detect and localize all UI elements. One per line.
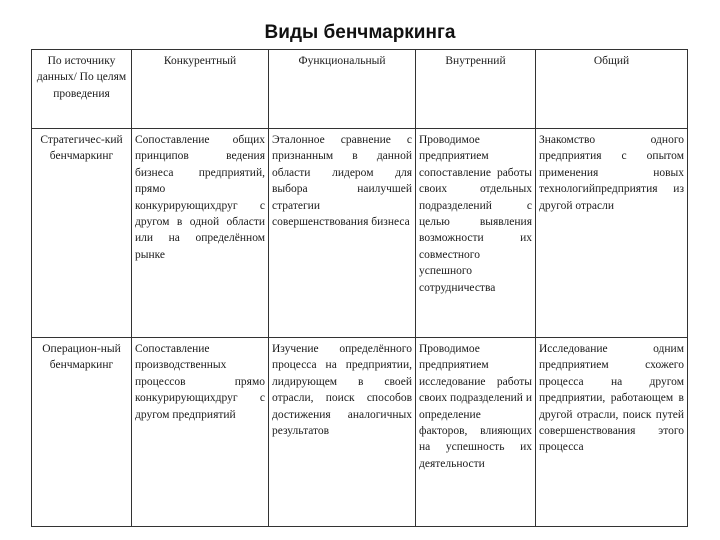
table-cell: Проводимое предприятием исследование работы своих подразделений и определение факторов, влияющих на успешность их деятельности	[416, 338, 536, 527]
table-cell: Исследование одним предприятием схожего процесса на другом предприятии, работающем в другой отрасли, поиск путей совершенствования этого процесса	[536, 338, 688, 527]
table-cell: Эталонное сравнение с признанным в данной области лидером для выбора наилучшей стратегии совершенствования бизнеса	[269, 129, 416, 338]
table-row	[32, 338, 688, 527]
table-cell: Изучение определённого процесса на предприятии, лидирующем в своей отрасли, поиск способов достижения аналогичных результатов	[269, 338, 416, 527]
table-cell: Сопоставление производственных процессов прямо конкурирующихдруг с другом предприятий	[132, 338, 269, 527]
benchmarking-table	[31, 49, 688, 527]
table-cell: Сопоставление общих принципов ведения бизнеса предприятий, прямо конкурирующихдруг с другом в одной области или на определённом рынке	[132, 129, 269, 338]
header-cell-internal: Внутренний	[416, 50, 536, 129]
header-cell-functional: Функциональный	[269, 50, 416, 129]
table-cell: Проводимое предприятием сопоставление работы своих отдельных подразделений с целью выявления возможности их совместного успешного сотрудничества	[416, 129, 536, 338]
header-cell-source: По источнику данных/ По целям проведения	[32, 50, 132, 129]
table-row	[32, 129, 688, 338]
row-label-strategic: Стратегичес-кий бенчмаркинг	[32, 129, 132, 338]
header-cell-general: Общий	[536, 50, 688, 129]
table-header-row	[32, 50, 688, 129]
header-cell-competitive: Конкурентный	[132, 50, 269, 129]
table-cell: Знакомство одного предприятия с опытом применения новых технологийпредприятия из другой отрасли	[536, 129, 688, 338]
row-label-operational: Операцион-ный бенчмаркинг	[32, 338, 132, 527]
page-title: Виды бенчмаркинга	[264, 22, 456, 43]
